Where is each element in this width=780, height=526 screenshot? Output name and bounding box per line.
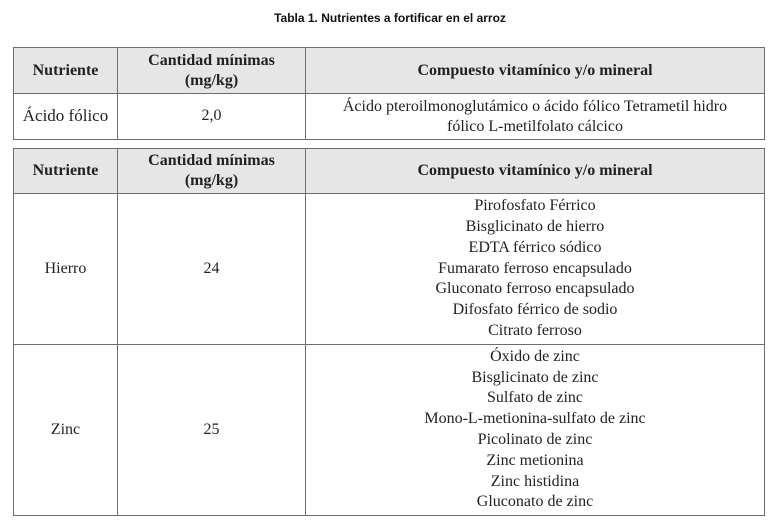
compuesto-item: Pirofosfato Férrico [474, 197, 596, 215]
header-nutriente: Nutriente [14, 48, 118, 94]
compuesto-item: Fumarato ferroso encapsulado [438, 259, 632, 277]
header-cantidad-unit: (mg/kg) [184, 71, 239, 89]
header-cantidad-label: Cantidad mínimas [148, 152, 275, 169]
table-row-hierro [14, 194, 765, 345]
table-header-row [14, 48, 765, 94]
cell-compuesto [306, 345, 765, 516]
compuesto-item: Citrato ferroso [488, 321, 582, 339]
table-title: Tabla 1. Nutrientes a fortificar en el arroz [274, 11, 506, 25]
cell-compuesto [306, 94, 765, 140]
compuesto-item: Mono-L-metionina-sulfato de zinc [424, 410, 646, 428]
cell-nutriente: Zinc [14, 345, 118, 516]
table-row-zinc [14, 345, 765, 516]
compuesto-line: fólico L-metilfolato cálcico [447, 117, 623, 135]
cell-nutriente: Ácido fólico [14, 94, 118, 140]
compuesto-item: Zinc metionina [486, 451, 584, 469]
compuesto-item: Bisglicinato de hierro [465, 218, 605, 235]
header-compuesto: Compuesto vitamínico y/o mineral [306, 149, 765, 194]
cell-cantidad: 2,0 [118, 94, 306, 140]
cell-cantidad: 25 [118, 345, 306, 516]
header-cantidad-unit: (mg/kg) [184, 172, 239, 189]
table-header-row [14, 149, 765, 194]
cell-cantidad: 24 [118, 194, 306, 345]
table-folic-acid [13, 47, 765, 140]
header-cantidad [118, 149, 306, 194]
compuesto-item: Picolinato de zinc [477, 431, 593, 448]
compuesto-item: Gluconato de zinc [476, 493, 594, 511]
header-compuesto: Compuesto vitamínico y/o mineral [306, 48, 765, 94]
compuesto-line: Ácido pteroilmonoglutámico o ácido fólico Tetrametil hidro [342, 97, 728, 115]
compuesto-item: EDTA férrico sódico [468, 238, 602, 256]
compuesto-item: Zinc histidina [490, 472, 580, 490]
compuesto-item: Bisglicinato de zinc [471, 368, 599, 386]
header-cantidad-label: Cantidad mínimas [148, 51, 275, 69]
table-minerals [13, 148, 765, 516]
compuesto-item: Difosfato férrico de sodio [452, 301, 618, 319]
cell-compuesto [306, 194, 765, 345]
compuesto-item: Sulfato de zinc [487, 389, 583, 407]
cell-nutriente: Hierro [14, 194, 118, 345]
compuesto-item: Óxido de zinc [490, 347, 580, 365]
header-cantidad [118, 48, 306, 94]
header-nutriente: Nutriente [14, 149, 118, 194]
compuesto-item: Gluconato ferroso encapsulado [435, 280, 635, 298]
table-row [14, 94, 765, 140]
